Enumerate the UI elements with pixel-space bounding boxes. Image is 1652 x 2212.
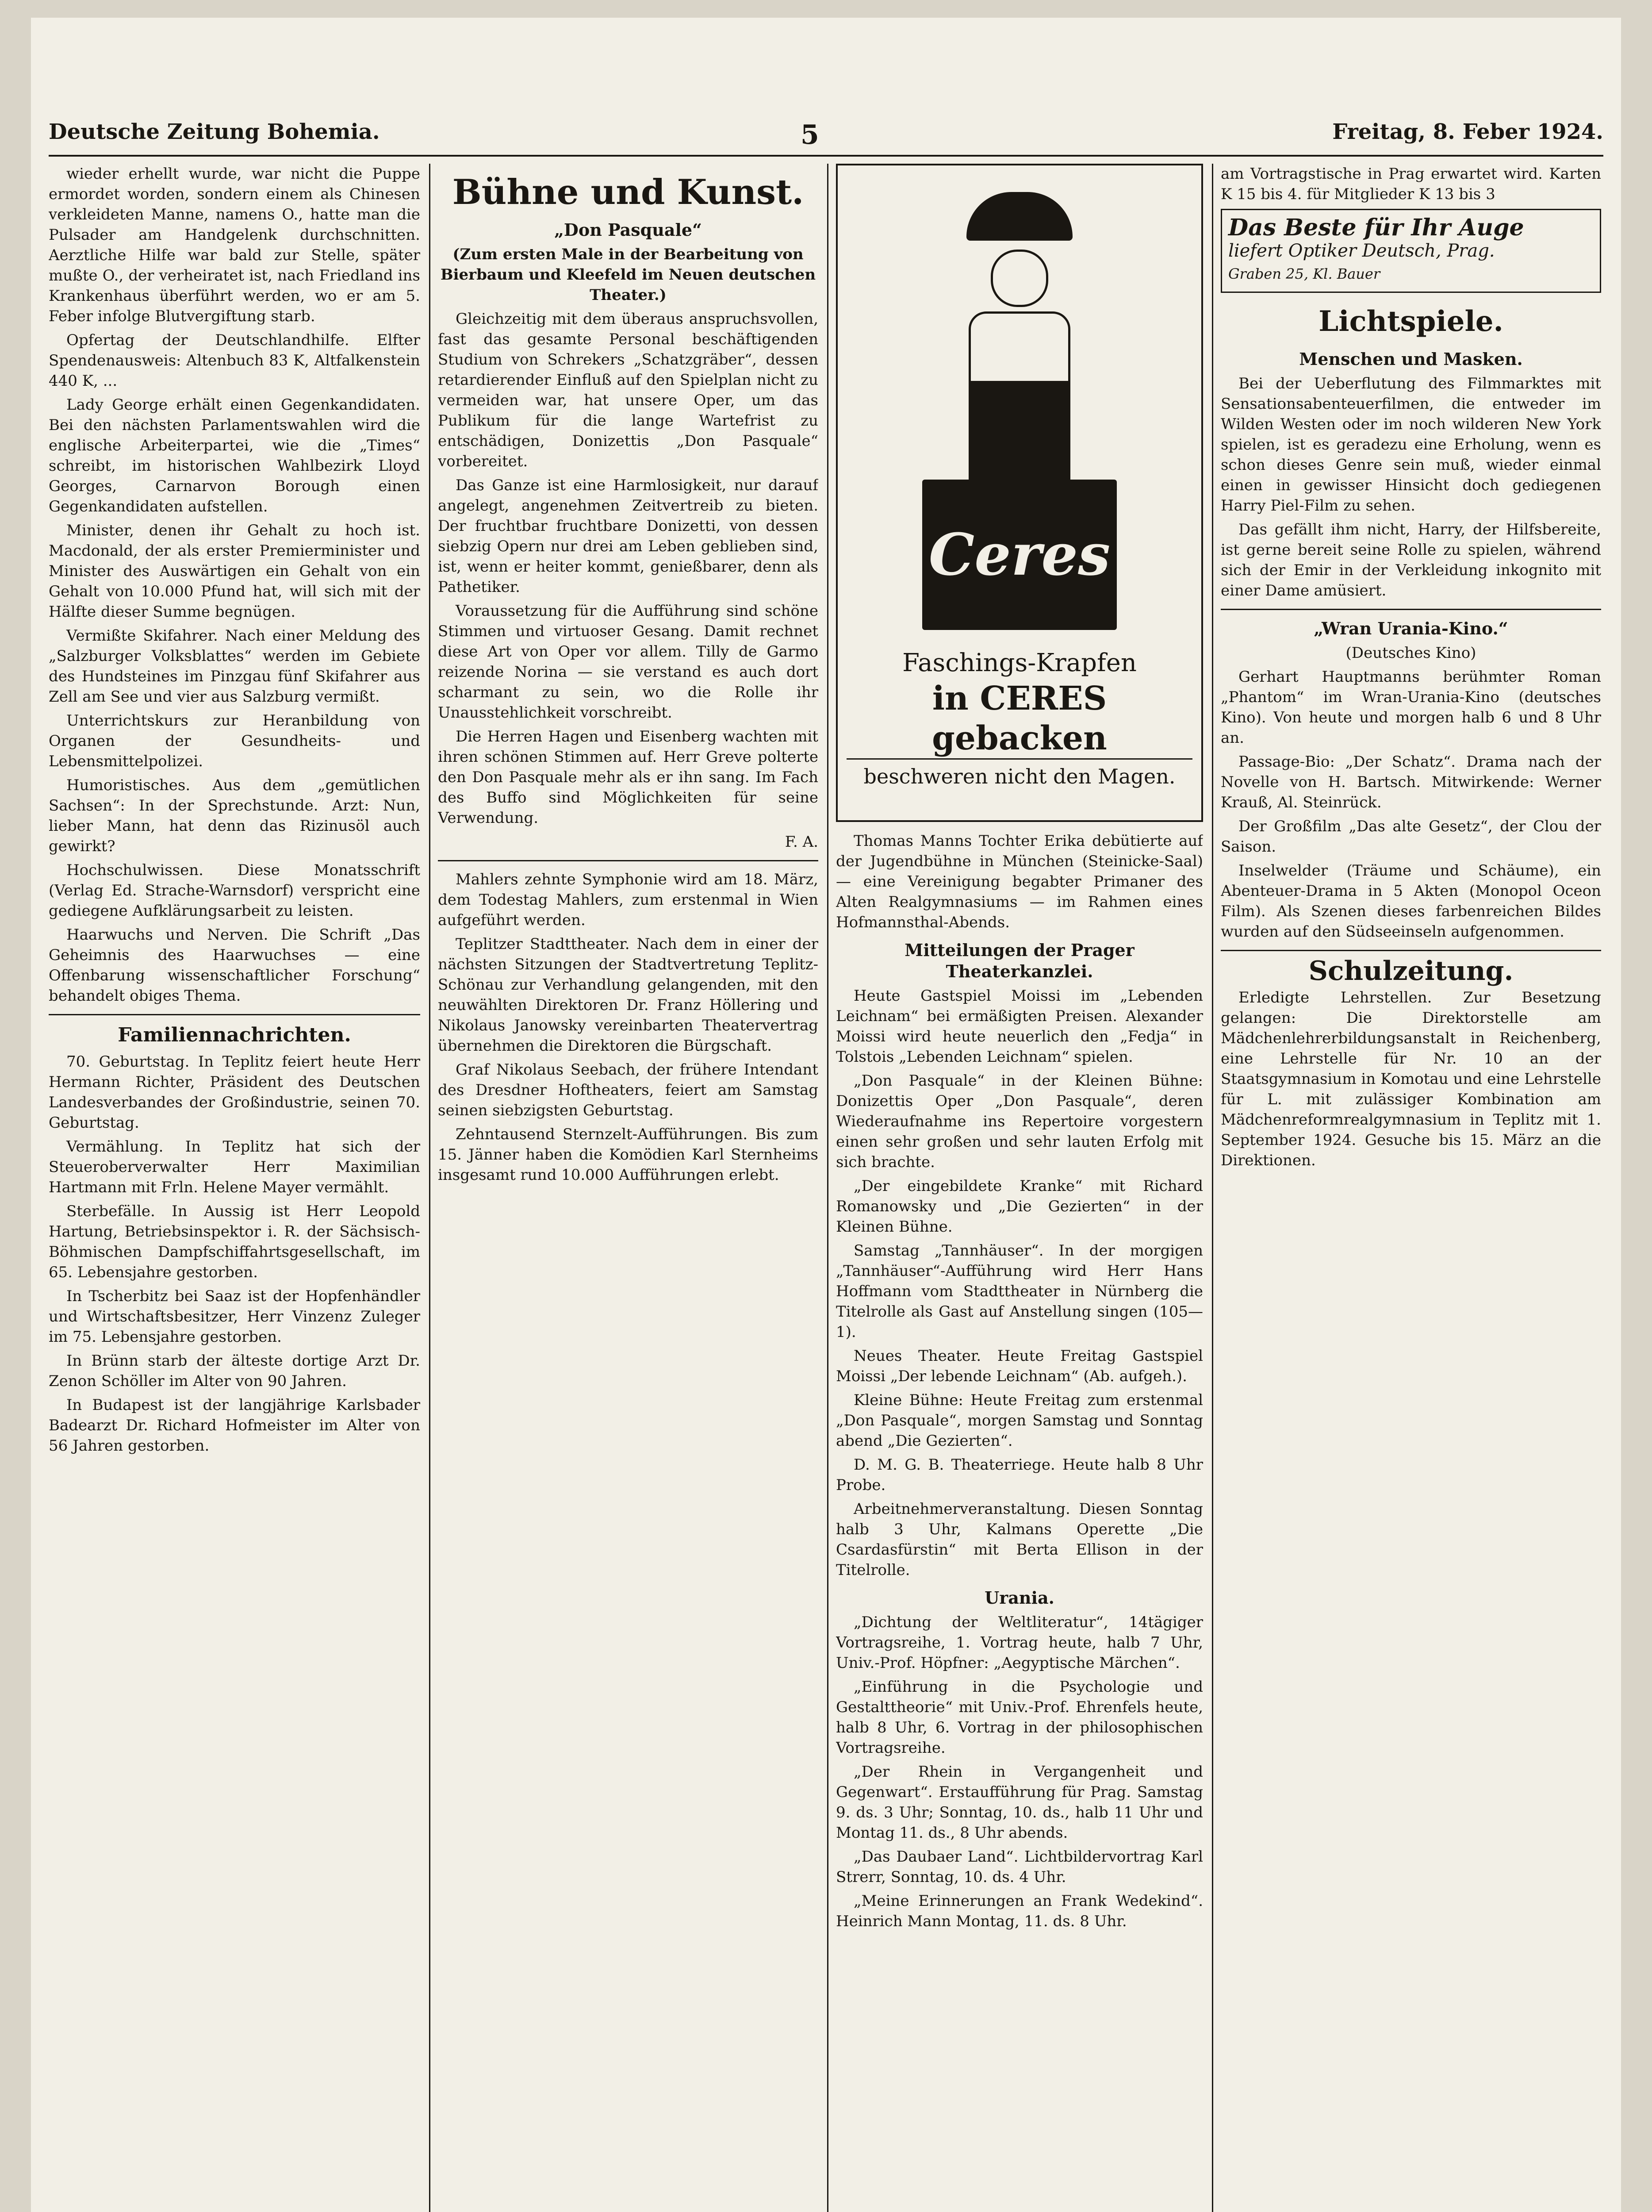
ad-slogan-line-3: beschweren nicht den Magen. [847, 758, 1192, 789]
article-paragraph: Zehntausend Sternzelt-Aufführungen. Bis zum 15. Jänner haben die Komödien Karl Sternheims insgesamt rund 10.000 Aufführungen erlebt. [438, 1125, 818, 1184]
figure-body-icon [969, 311, 1070, 484]
article-paragraph: „Der Rhein in Vergangenheit und Gegenwart“. Erstaufführung für Prag. Samstag 9. ds. 3 Uhr; Sonntag, 10. ds., halb 11 Uhr und Montag 11. ds., 8 Uhr abends. [836, 1763, 1203, 1842]
section-title: Lichtspiele. [1319, 305, 1503, 338]
article-paragraph: Samstag „Tannhäuser“. In der morgigen „Tannhäuser“-Aufführung wird Herr Hans Hoffmann vom Stadttheater in Nürnberg die Titelrolle als Gast auf Anstellung singen (105—1). [836, 1242, 1203, 1341]
article-paragraph: Vermißte Skifahrer. Nach einer Meldung des „Salzburger Volksblattes“ werden im Gebiete des Hundsteines im Pinzgau fünf Skifahrer aus Zell am See und vier aus Salzburg vermißt. [49, 627, 420, 706]
article-paragraph: Der Großfilm „Das alte Gesetz“, der Clou der Saison. [1221, 818, 1601, 856]
notice-paragraph: In Budapest ist der langjährige Karlsbader Badearzt Dr. Richard Hofmeister im Alter von 56 Jahren gestorben. [49, 1396, 420, 1455]
article-paragraph: Passage-Bio: „Der Schatz“. Drama nach der Novelle von H. Bartsch. Mitwirkende: Werner Krauß, Al. Steinrück. [1221, 753, 1601, 811]
article-paragraph: Inselwelder (Träume und Schäume), ein Abenteuer-Drama in 5 Akten (Monopol Oceon Film). Als Szenen dieses farbenreichen Bildes wurden auf den Südseeinseln aufgenommen. [1221, 862, 1601, 941]
article-paragraph: Graf Nikolaus Seebach, der frühere Intendant des Dresdner Hoftheaters, feiert am Samstag seinen siebzigsten Geburtstag. [438, 1061, 818, 1119]
article-paragraph: Mahlers zehnte Symphonie wird am 18. März, dem Todestag Mahlers, zum erstenmal in Wien aufgeführt werden. [438, 871, 818, 929]
column-4 [1221, 164, 1601, 2212]
optiker-advertisement [1221, 209, 1601, 293]
column-1 [49, 164, 420, 2212]
article-title: Menschen und Masken. [1299, 349, 1523, 369]
column-divider [1212, 164, 1213, 2212]
article-paragraph: „Das Daubaer Land“. Lichtbildervortrag Karl Strerr, Sonntag, 10. ds. 4 Uhr. [836, 1848, 1203, 1886]
article-paragraph: Das gefällt ihm nicht, Harry, der Hilfsbereite, ist gerne bereit seine Rolle zu spielen, während sich der Emir in der Verkleidung inkognito mit einer Dame amüsiert. [1221, 521, 1601, 599]
ad-slogan-line-1: Faschings-Krapfen [902, 649, 1137, 677]
ceres-brand-box: Ceres [922, 480, 1117, 630]
article-paragraph: Kleine Bühne: Heute Freitag zum erstenmal „Don Pasquale“, morgen Samstag und Sonntag abend „Die Gezierten“. [836, 1391, 1203, 1450]
article-paragraph: am Vortragstische in Prag erwartet wird. Karten K 15 bis 4. für Mitglieder K 13 bis 3 [1221, 165, 1601, 203]
section-heading: Mitteilungen der Prager Theaterkanzlei. [905, 940, 1135, 981]
article-paragraph: „Dichtung der Weltliteratur“, 14tägiger Vortragsreihe, 1. Vortrag heute, halb 7 Uhr, Univ.-Prof. Höpfner: „Aegyptische Märchen“. [836, 1613, 1203, 1672]
article-paragraph: wieder erhellt wurde, war nicht die Puppe ermordet worden, sondern einem als Chinesen verkleideten Manne, namens O., hatte man die Pulsader am Handgelenk durchschnitten. Aerztliche Hilfe war bald zur Stelle, später mußte O., der verheiratet ist, nach Friedland ins Krankenhaus überführt werden, wo er am 5. Feber infolge Blutvergiftung starb. [49, 165, 420, 325]
article-paragraph: Neues Theater. Heute Freitag Gastspiel Moissi „Der lebende Leichnam“ (Ab. aufgeh.). [836, 1347, 1203, 1385]
section-heading: Urania. [985, 1588, 1054, 1608]
notice-paragraph: In Tscherbitz bei Saaz ist der Hopfenhändler und Wirtschaftsbesitzer, Herr Vinzenz Zuleger im 75. Lebensjahre gestorben. [49, 1287, 420, 1346]
article-paragraph: Gerhart Hauptmanns berühmter Roman „Phantom“ im Wran-Urania-Kino (deutsches Kino). Von heute und morgen halb 6 und 8 Uhr an. [1221, 668, 1601, 747]
page-header [49, 106, 1603, 157]
article-paragraph: Die Herren Hagen und Eisenberg wachten mit ihren schönen Stimmen auf. Herr Greve polterte den Don Pasquale mehr als er ihn sang. Im Fach des Buffo sind Möglichkeiten für seine Verwendung. [438, 728, 818, 827]
article-paragraph: Teplitzer Stadttheater. Nach dem in einer der nächsten Sitzungen der Stadtvertretung Teplitz-Schönau zur Verhandlung gelangenden, mit den neuwählten Direktoren Dr. Franz Höllering und Nikolaus Janowsky vereinbarten Theatervertrag übernehmen die Direktoren die Bürgschaft. [438, 935, 818, 1055]
article-paragraph: Haarwuchs und Nerven. Die Schrift „Das Geheimnis des Haarwuchses — eine Offenbarung wissenschaftlicher Forschung“ behandelt obiges Thema. [49, 926, 420, 1005]
article-paragraph: Thomas Manns Tochter Erika debütierte auf der Jugendbühne in München (Steinicke-Saal) — eine Vereinigung begabter Primaner des Alten Realgymnasiums — im Rahmen eines Hofmannsthal-Abends. [836, 832, 1203, 931]
section-rule [438, 860, 818, 861]
notice-paragraph: 70. Geburtstag. In Teplitz feiert heute Herr Hermann Richter, Präsident des Deutschen Landesverbandes der Großindustrie, seinen 70. Geburtstag. [49, 1053, 420, 1132]
section-rule [49, 1014, 420, 1015]
article-lead: (Zum ersten Male in der Bearbeitung von Bierbaum und Kleefeld im Neuen deutschen Theater.) [440, 246, 816, 304]
notice-paragraph: Sterbefälle. In Aussig ist Herr Leopold Hartung, Betriebsinspektor i. R. der Sächsisch-Böhmischen Dampfschiffahrtsgesellschaft, im 65. Lebensjahre gestorben. [49, 1202, 420, 1281]
article-paragraph: Unterrichtskurs zur Heranbildung von Organen der Gesundheits- und Lebensmittelpolizei. [49, 712, 420, 770]
article-paragraph: D. M. G. B. Theaterriege. Heute halb 8 Uhr Probe. [836, 1456, 1203, 1494]
ad-line: Graben 25, Kl. Bauer [1228, 265, 1380, 282]
section-subheading: (Deutsches Kino) [1345, 644, 1476, 662]
ceres-advertisement [836, 164, 1203, 822]
article-paragraph: „Meine Erinnerungen an Frank Wedekind“. Heinrich Mann Montag, 11. ds. 8 Uhr. [836, 1892, 1203, 1930]
ad-slogan-line-2: in CERES gebacken [932, 680, 1107, 757]
article-paragraph: Humoristisches. Aus dem „gemütlichen Sachsen“: In der Sprechstunde. Arzt: Nun, lieber Mann, hat denn das Rizinusöl auch gewirkt? [49, 776, 420, 855]
article-paragraph: „Don Pasquale“ in der Kleinen Bühne: Donizettis Oper „Don Pasquale“, deren Wiederaufnahme ins Repertoire vorgestern einen sehr großen und sehr lauten Erfolg mit sich brachte. [836, 1072, 1203, 1171]
article-paragraph: „Der eingebildete Kranke“ mit Richard Romanowsky und „Die Gezierten“ in der Kleinen Bühne. [836, 1177, 1203, 1236]
section-heading: Schulzeitung. [1308, 956, 1514, 987]
article-signature: F. A. [785, 833, 818, 851]
ad-illustration-figure [953, 192, 1086, 480]
article-paragraph: Arbeitnehmerveranstaltung. Diesen Sonntag halb 3 Uhr, Kalmans Operette „Die Csardasfürstin“ mit Berta Ellison in der Titelrolle. [836, 1500, 1203, 1579]
issue-date: Freitag, 8. Feber 1924. [1332, 119, 1603, 144]
ad-line: liefert Optiker Deutsch, Prag. [1228, 241, 1495, 261]
krapfen-tray-icon [966, 192, 1073, 241]
article-paragraph: Erledigte Lehrstellen. Zur Besetzung gelangen: Die Direktorstelle am Mädchenlehrerbildungsanstalt in Reichenberg, eine Lehrstelle für Nr. 10 an der Staatsgymnasium in Komotau und eine Lehrstelle für L. mit zulässiger Kombination am Mädchenreformrealgymnasium in Teplitz mit 1. September 1924. Gesuche bis 15. März an die Direktionen. [1221, 989, 1601, 1169]
article-paragraph: Das Ganze ist eine Harmlosigkeit, nur darauf angelegt, angenehmen Zeitvertreib zu bieten. Der fruchtbar fruchtbare Donizetti, von dessen siebzig Opern nur drei am Leben geblieben sind, ist, wenn er heiter kommt, genießbarer, denn als Pathetiker. [438, 476, 818, 596]
article-paragraph: Opfertag der Deutschlandhilfe. Elfter Spendenausweis: Altenbuch 83 K, Altfalkenstein 440 K, ... [49, 331, 420, 390]
section-title: Bühne und Kunst. [452, 172, 804, 212]
masthead-title: Deutsche Zeitung Bohemia. [49, 119, 380, 144]
column-3 [836, 164, 1203, 2212]
article-paragraph: Heute Gastspiel Moissi im „Lebenden Leichnam“ bei ermäßigten Preisen. Alexander Moissi wird heute neuerlich den „Fedja“ in Tolstois „Lebenden Leichnam“ spielen. [836, 987, 1203, 1066]
article-paragraph: „Einführung in die Psychologie und Gestalttheorie“ mit Univ.-Prof. Ehrenfels heute, halb 8 Uhr, 6. Vortrag in der philosophischen Vortragsreihe. [836, 1678, 1203, 1757]
article-paragraph: Minister, denen ihr Gehalt zu hoch ist. Macdonald, der als erster Premierminister und Minister des Auswärtigen ein Gehalt von ein Gehalt von 10.000 Pfund hat, will sich mit der Hälfte dieser Summe begnügen. [49, 522, 420, 621]
article-paragraph: Hochschulwissen. Diese Monatsschrift (Verlag Ed. Strache-Warnsdorf) verspricht eine gediegene Aufklärungsarbeit zu leisten. [49, 861, 420, 920]
article-paragraph: Voraussetzung für die Aufführung sind schöne Stimmen und virtuoser Gesang. Damit rechnet diese Art von Oper vor allem. Tilly de Garmo reizende Norina — sie verstand es auch dort scharmant zu sein, wo die Rolle ihr Unausstehlichkeit vorschreibt. [438, 602, 818, 722]
article-paragraph: Lady George erhält einen Gegenkandidaten. Bei den nächsten Parlamentswahlen wird die englische Arbeiterpartei, wie die „Times“ schreibt, im historischen Wahlbezirk Lloyd Georges, Carnarvon Borough einen Gegenkandidaten aufstellen. [49, 396, 420, 515]
page-number: 5 [801, 119, 819, 150]
article-paragraph: Bei der Ueberflutung des Filmmarktes mit Sensationsabenteuerfilmen, die entweder im Wilden Westen oder im noch wilderen New York spielen, ist es geradezu eine Erholung, wenn es schon dieses Genre sein muß, wieder einmal einen in gewisser Hinsicht doch gediegenen Harry Piel-Film zu sehen. [1221, 375, 1601, 515]
notice-paragraph: In Brünn starb der älteste dortige Arzt Dr. Zenon Schöller im Alter von 90 Jahren. [49, 1352, 420, 1390]
article-paragraph: Gleichzeitig mit dem überaus anspruchsvollen, fast das gesamte Personal beschäftigenden Studium von Schrekers „Schatzgräber“, dessen retardierender Einfluß auf den Spielplan nicht zu vermeiden war, hat unsere Oper, um das Publikum für die lange Wartefrist zu entschädigen, Donizettis „Don Pasquale“ vorbereitet. [438, 310, 818, 470]
section-heading: „Wran Urania-Kino.“ [1314, 618, 1508, 638]
column-divider [827, 164, 828, 2212]
section-heading: Familiennachrichten. [118, 1024, 351, 1046]
newspaper-page [31, 18, 1621, 2212]
figure-head-icon [991, 250, 1048, 307]
section-rule [1221, 609, 1601, 610]
notice-paragraph: Vermählung. In Teplitz hat sich der Steueroberverwalter Herr Maximilian Hartmann mit Frln. Helene Mayer vermählt. [49, 1138, 420, 1196]
ad-line: Das Beste für Ihr Auge [1228, 214, 1524, 241]
column-divider [429, 164, 430, 2212]
column-2 [438, 164, 818, 2212]
section-rule [1221, 950, 1601, 951]
article-title: „Don Pasquale“ [554, 220, 702, 240]
